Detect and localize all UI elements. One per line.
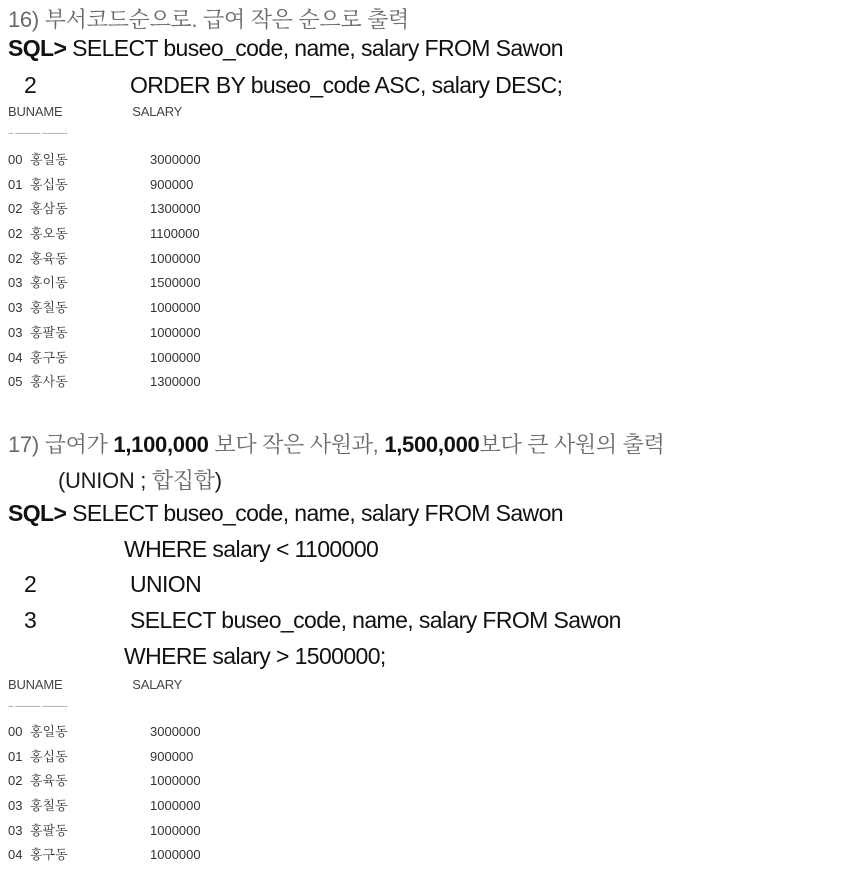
- column-divider: -- ---------- ----------: [8, 701, 67, 711]
- subtitle-close: ): [214, 468, 222, 493]
- table-row: [8, 271, 201, 296]
- row-buseo-code: 04: [8, 847, 23, 863]
- table-row: [8, 843, 201, 868]
- section16-column-headers: [8, 104, 182, 119]
- table-row: [8, 247, 201, 272]
- section17-result-table: [8, 720, 201, 868]
- header-bu: BU: [8, 104, 26, 119]
- row-name: 홍칠동: [30, 798, 68, 814]
- row-name: 홍팔동: [30, 822, 68, 838]
- header-salary: SALARY: [132, 677, 183, 692]
- row-name: 홍일동: [30, 152, 68, 167]
- table-row: [8, 745, 201, 770]
- row-buseo-code: 01: [8, 176, 23, 192]
- sql-where-clause-1: WHERE salary < 1100000: [124, 536, 379, 562]
- row-name: 홍구동: [30, 349, 68, 365]
- title-mid: 보다 작은 사원과,: [208, 432, 385, 457]
- row-salary: 3000000: [150, 152, 201, 167]
- row-salary: 1500000: [150, 275, 201, 291]
- row-buseo-code: 02: [8, 201, 23, 217]
- row-buseo-code: 03: [8, 300, 23, 316]
- row-buseo-code: 02: [8, 226, 23, 242]
- row-salary: 3000000: [150, 724, 201, 739]
- row-name: 홍육동: [30, 250, 68, 266]
- row-salary: 1000000: [150, 324, 201, 340]
- section16-result-table: [8, 148, 201, 395]
- row-name: 홍십동: [30, 176, 68, 192]
- row-salary: 1300000: [150, 374, 201, 390]
- sql-union-keyword: UNION: [130, 571, 202, 597]
- row-name: 홍오동: [30, 226, 68, 242]
- row-name: 홍팔동: [30, 324, 68, 340]
- table-row: [8, 321, 201, 346]
- row-salary: 1100000: [150, 226, 200, 242]
- row-salary: 1000000: [150, 798, 201, 814]
- row-name: 홍육동: [30, 773, 68, 789]
- row-buseo-code: 03: [8, 324, 23, 340]
- section16-sql-line1: [8, 35, 563, 62]
- row-salary: 1000000: [150, 300, 201, 316]
- row-buseo-code: 05: [8, 374, 23, 390]
- row-buseo-code: 02: [8, 250, 23, 266]
- column-divider: -- ---------- ----------: [8, 128, 67, 138]
- sql-where-clause-2: WHERE salary > 1500000;: [124, 643, 386, 669]
- row-salary: 900000: [150, 176, 194, 192]
- row-name: 홍칠동: [30, 300, 68, 316]
- row-salary: 1000000: [150, 773, 201, 789]
- row-buseo-code: 03: [8, 822, 23, 838]
- row-salary: 1000000: [150, 349, 201, 365]
- table-row: [8, 769, 201, 794]
- sql-line-number: 2: [24, 571, 37, 597]
- row-salary: 1000000: [150, 250, 201, 266]
- section16-title: 16) 부서코드순으로. 급여 작은 순으로 출력: [8, 7, 410, 32]
- table-row: [8, 794, 201, 819]
- row-buseo-code: 04: [8, 349, 23, 365]
- table-row: [8, 296, 201, 321]
- row-buseo-code: 01: [8, 748, 23, 764]
- section17-title: [8, 428, 665, 459]
- sql-select-statement: SELECT buseo_code, name, salary FROM Sawon: [72, 35, 563, 61]
- sql-line-number: 3: [24, 607, 37, 633]
- section17-sql-line1: [8, 500, 563, 527]
- row-name: 홍일동: [30, 724, 68, 739]
- table-row: [8, 346, 201, 371]
- sql-line-number: 2: [24, 72, 37, 98]
- sql-order-by-clause: ORDER BY buseo_code ASC, salary DESC;: [130, 72, 563, 98]
- title-suffix: 보다 큰 사원의 출력: [479, 432, 665, 457]
- sql-prompt: SQL>: [8, 500, 67, 526]
- row-buseo-code: 00: [8, 152, 23, 167]
- header-bu: BU: [8, 677, 26, 692]
- section17-subtitle: [58, 464, 222, 495]
- sql-prompt: SQL>: [8, 35, 67, 61]
- row-name: 홍사동: [30, 374, 68, 390]
- subtitle-union: (UNION ;: [58, 468, 152, 493]
- subtitle-korean: 합집합: [151, 468, 215, 493]
- table-row: [8, 720, 201, 745]
- row-name: 홍구동: [30, 847, 68, 863]
- row-buseo-code: 03: [8, 275, 23, 291]
- header-salary: SALARY: [132, 104, 183, 119]
- table-row: [8, 370, 201, 395]
- header-name: NAME: [25, 677, 63, 692]
- row-buseo-code: 03: [8, 798, 23, 814]
- title-amount-1: 1,100,000: [113, 432, 209, 457]
- table-row: [8, 148, 201, 173]
- row-salary: 900000: [150, 748, 194, 764]
- title-prefix: 17) 급여가: [8, 432, 114, 457]
- title-amount-2: 1,500,000: [384, 432, 480, 457]
- row-buseo-code: 00: [8, 724, 23, 739]
- row-salary: 1000000: [150, 822, 201, 838]
- table-row: [8, 222, 201, 247]
- table-row: [8, 819, 201, 844]
- header-name: NAME: [25, 104, 63, 119]
- row-name: 홍삼동: [30, 201, 68, 217]
- table-row: [8, 173, 201, 198]
- row-name: 홍이동: [30, 275, 68, 291]
- row-name: 홍십동: [30, 748, 68, 764]
- sql-select-statement: SELECT buseo_code, name, salary FROM Sawon: [72, 500, 563, 526]
- table-row: [8, 197, 201, 222]
- row-salary: 1300000: [150, 201, 201, 217]
- row-salary: 1000000: [150, 847, 201, 863]
- section17-column-headers: [8, 677, 182, 692]
- row-buseo-code: 02: [8, 773, 23, 789]
- sql-select-statement-2: SELECT buseo_code, name, salary FROM Sawon: [130, 607, 621, 633]
